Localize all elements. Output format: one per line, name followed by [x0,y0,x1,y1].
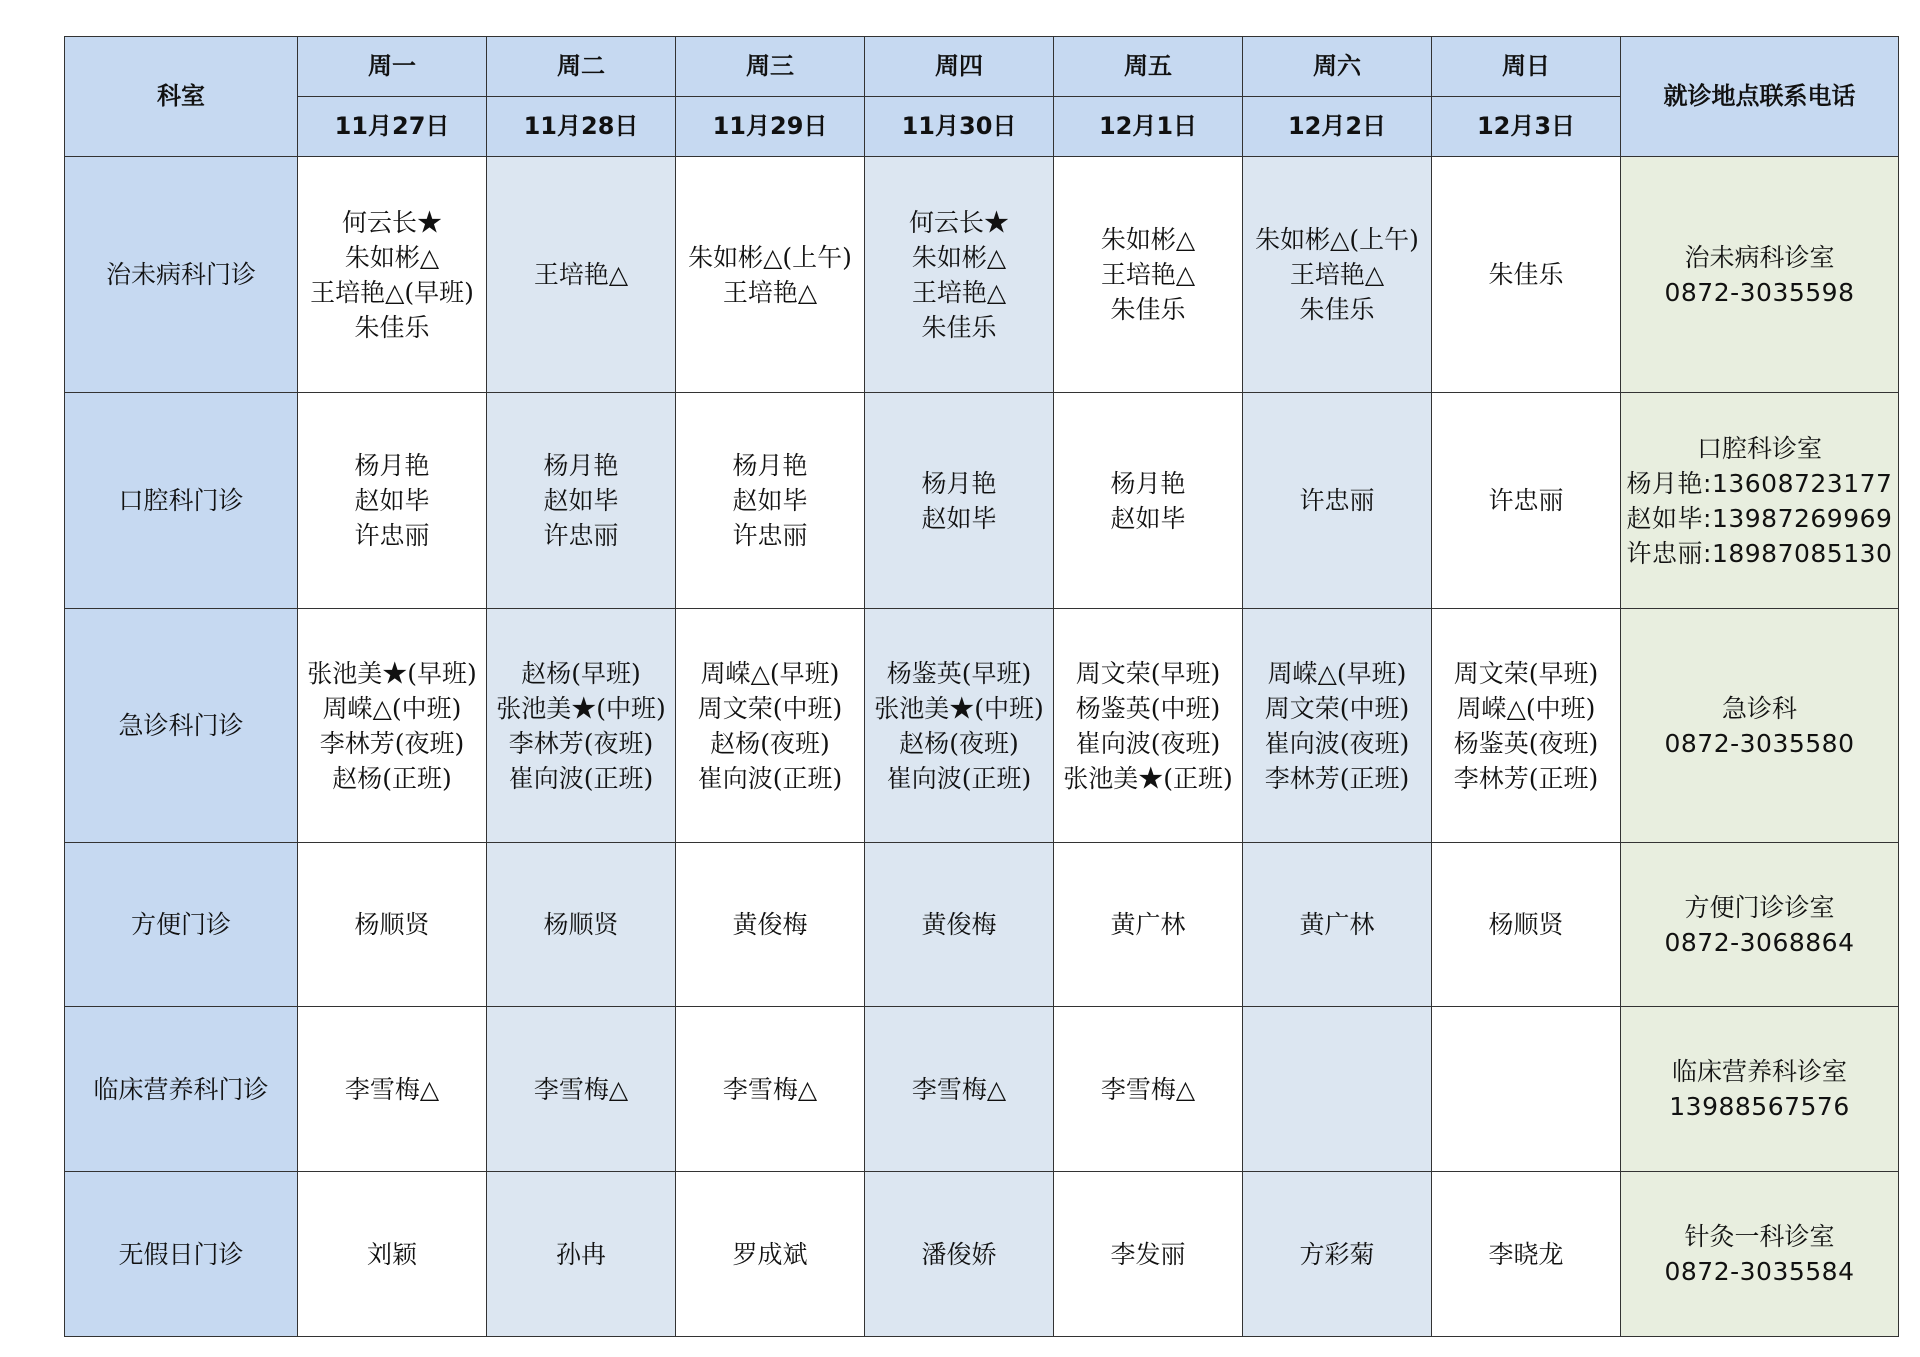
clinic-location: 口腔科诊室 [1696,433,1822,463]
clinic-location: 临床营养科诊室 [1671,1057,1847,1086]
doctor-name: 李晓龙 [1488,1239,1564,1269]
doctor-cell [487,1007,676,1172]
doctor-name: 赵如毕 [732,486,808,515]
doctor-name: 杨月艳 [921,468,997,498]
doctor-name: 张池美★(中班) [874,693,1044,723]
doctor-cell [1054,843,1243,1007]
doctor-name: 王培艳△ [722,277,818,307]
doctor-cell [1243,843,1432,1007]
doctor-cell [1054,393,1243,609]
doctor-cell [487,1172,676,1337]
doctor-name: 许忠丽 [1299,486,1375,515]
weekday-header: 周三 [676,37,865,97]
schedule-row [65,609,1899,843]
doctor-name: 王培艳△ [911,277,1007,307]
date-header: 12月1日 [1054,97,1243,157]
doctor-name: 李林芳(正班) [1453,763,1599,793]
dept-name: 口腔科门诊 [65,393,298,609]
doctor-cell [1432,157,1621,393]
doctor-name: 赵杨(早班) [521,658,641,688]
doctor-name: 杨顺贤 [354,910,430,939]
doctor-name: 朱如彬△ [344,242,440,272]
weekday-header: 周五 [1054,37,1243,97]
date-header: 11月27日 [298,97,487,157]
doctor-name: 黄广林 [1110,910,1186,939]
doctor-cell [1243,1007,1432,1172]
doctor-cell [676,843,865,1007]
doctor-name: 李雪梅△ [722,1074,818,1104]
contact-cell [1621,1007,1899,1172]
doctor-cell [865,393,1054,609]
doctor-name: 黄俊梅 [921,910,997,939]
doctor-name: 周嵘△(早班) [1267,658,1407,688]
doctor-name: 朱佳乐 [1299,295,1375,324]
doctor-name: 张池美★(早班) [307,658,477,688]
doctor-name: 杨鉴英(夜班) [1453,728,1599,758]
doctor-cell [865,609,1054,843]
doctor-cell [487,609,676,843]
doctor-name: 李林芳(夜班) [319,728,465,758]
doctor-cell [1432,843,1621,1007]
doctor-cell [1243,157,1432,393]
doctor-cell [865,1007,1054,1172]
doctor-name: 朱如彬△ [1100,225,1196,254]
schedule-row [65,1172,1899,1337]
clinic-location: 针灸一科诊室 [1684,1222,1835,1251]
doctor-cell [1432,1007,1621,1172]
doctor-name: 方彩菊 [1299,1239,1375,1269]
doctor-name: 王培艳△ [1289,260,1385,289]
doctor-name: 周嵘△(中班) [322,693,462,723]
doctor-name: 朱如彬△(上午) [688,242,852,272]
doctor-name: 崔向波(正班) [886,763,1032,793]
doctor-name: 李雪梅△ [533,1074,629,1104]
contact-phone: 13988567576 [1669,1092,1850,1121]
doctor-name: 赵如毕 [354,486,430,515]
weekday-header: 周六 [1243,37,1432,97]
contact-cell [1621,393,1899,609]
doctor-name: 黄广林 [1299,910,1375,939]
doctor-cell [487,393,676,609]
doctor-cell [1243,1172,1432,1337]
dept-column-header: 科室 [65,37,298,157]
doctor-cell [676,157,865,393]
doctor-cell [1432,393,1621,609]
doctor-cell [487,157,676,393]
weekday-header-row [65,37,1899,97]
doctor-name: 潘俊娇 [921,1239,997,1269]
doctor-cell [1432,609,1621,843]
doctor-name: 杨顺贤 [1488,910,1564,939]
doctor-name: 崔向波(夜班) [1075,728,1221,758]
doctor-name: 赵杨(夜班) [710,728,830,758]
doctor-name: 朱佳乐 [1488,260,1564,289]
date-header: 11月30日 [865,97,1054,157]
doctor-name: 李林芳(夜班) [508,728,654,758]
clinic-location: 治未病科诊室 [1684,242,1835,272]
dept-name: 方便门诊 [65,843,298,1007]
contact-cell [1621,843,1899,1007]
doctor-name: 李发丽 [1110,1239,1186,1269]
clinic-location: 急诊科 [1721,693,1797,723]
doctor-name: 李雪梅△ [911,1074,1007,1104]
doctor-name: 李雪梅△ [344,1074,440,1104]
doctor-name: 朱如彬△ [911,242,1007,272]
doctor-name: 许忠丽 [732,521,808,550]
schedule-row [65,843,1899,1007]
contact-cell [1621,1172,1899,1337]
date-header: 11月28日 [487,97,676,157]
doctor-cell [1054,157,1243,393]
contact-phone: 0872-3035598 [1664,277,1855,307]
doctor-cell [865,157,1054,393]
contact-phone: 0872-3035580 [1664,728,1855,758]
doctor-name: 何云长★ [908,207,1009,237]
doctor-cell [865,843,1054,1007]
doctor-name: 何云长★ [341,207,442,237]
dept-name: 急诊科门诊 [65,609,298,843]
doctor-name: 杨月艳 [543,451,619,480]
doctor-name: 李林芳(正班) [1264,763,1410,793]
doctor-cell [298,393,487,609]
doctor-name: 周嵘△(早班) [700,658,840,688]
doctor-name: 赵杨(夜班) [899,728,1019,758]
schedule-row [65,393,1899,609]
doctor-name: 王培艳△ [533,260,629,289]
weekday-header: 周二 [487,37,676,97]
doctor-cell [1054,1172,1243,1337]
doctor-name: 刘颖 [366,1239,417,1269]
duty-schedule-table [64,36,1899,1337]
doctor-name: 朱如彬△(上午) [1255,225,1419,254]
doctor-cell [1243,609,1432,843]
doctor-name: 周文荣(早班) [1075,658,1221,688]
doctor-cell [676,1007,865,1172]
contact-column-header: 就诊地点联系电话 [1621,37,1899,157]
contact-phone: 杨月艳:13608723177 [1626,468,1893,498]
doctor-name: 周嵘△(中班) [1456,693,1596,723]
doctor-name: 周文荣(早班) [1453,658,1599,688]
doctor-name: 杨月艳 [1110,468,1186,498]
doctor-name: 许忠丽 [354,521,430,550]
clinic-location: 方便门诊诊室 [1684,892,1835,922]
doctor-cell [1243,393,1432,609]
weekday-header: 周四 [865,37,1054,97]
doctor-cell [1054,1007,1243,1172]
doctor-cell [1054,609,1243,843]
doctor-name: 杨月艳 [732,451,808,480]
schedule-row [65,1007,1899,1172]
contact-phone: 0872-3068864 [1664,927,1855,957]
doctor-name: 杨鉴英(中班) [1075,693,1221,723]
doctor-cell [298,1007,487,1172]
doctor-cell [298,609,487,843]
doctor-name: 黄俊梅 [732,910,808,939]
schedule-body [65,157,1899,1337]
doctor-name: 许忠丽 [543,521,619,550]
contact-cell [1621,609,1899,843]
doctor-name: 赵如毕 [543,486,619,515]
doctor-cell [676,393,865,609]
doctor-name: 周文荣(中班) [1264,693,1410,723]
doctor-name: 张池美★(中班) [496,693,666,723]
date-header: 11月29日 [676,97,865,157]
contact-cell [1621,157,1899,393]
doctor-name: 王培艳△(早班) [310,277,474,307]
dept-name: 临床营养科门诊 [65,1007,298,1172]
weekday-header: 周日 [1432,37,1621,97]
doctor-cell [298,1172,487,1337]
date-header: 12月3日 [1432,97,1621,157]
doctor-cell [298,157,487,393]
doctor-cell [865,1172,1054,1337]
doctor-name: 赵杨(正班) [332,763,452,793]
dept-name: 无假日门诊 [65,1172,298,1337]
doctor-name: 崔向波(正班) [508,763,654,793]
contact-phone: 许忠丽:18987085130 [1626,538,1893,568]
date-header: 12月2日 [1243,97,1432,157]
doctor-name: 王培艳△ [1100,260,1196,289]
schedule-row [65,157,1899,393]
doctor-cell [676,1172,865,1337]
doctor-name: 杨顺贤 [543,910,619,939]
doctor-cell [1432,1172,1621,1337]
doctor-name: 杨鉴英(早班) [886,658,1032,688]
weekday-header: 周一 [298,37,487,97]
doctor-cell [487,843,676,1007]
doctor-name: 李雪梅△ [1100,1074,1196,1104]
doctor-name: 崔向波(正班) [697,763,843,793]
doctor-name: 朱佳乐 [354,312,430,342]
doctor-name: 崔向波(夜班) [1264,728,1410,758]
contact-phone: 0872-3035584 [1664,1257,1855,1286]
doctor-cell [676,609,865,843]
doctor-name: 孙冉 [555,1239,606,1269]
doctor-cell [298,843,487,1007]
doctor-name: 周文荣(中班) [697,693,843,723]
contact-phone: 赵如毕:13987269969 [1626,503,1893,533]
doctor-name: 许忠丽 [1488,486,1564,515]
doctor-name: 赵如毕 [1110,503,1186,533]
doctor-name: 张池美★(正班) [1063,763,1233,793]
doctor-name: 罗成斌 [732,1239,808,1269]
doctor-name: 朱佳乐 [1110,295,1186,324]
dept-name: 治未病科门诊 [65,157,298,393]
doctor-name: 朱佳乐 [921,312,997,342]
doctor-name: 赵如毕 [921,503,997,533]
doctor-name: 杨月艳 [354,451,430,480]
